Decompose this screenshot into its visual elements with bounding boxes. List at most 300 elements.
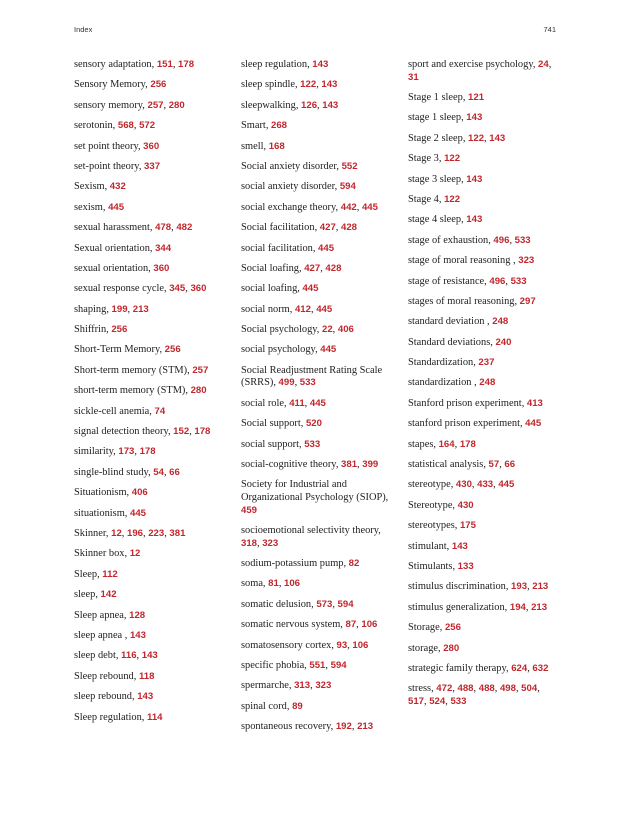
page-reference[interactable]: 143 <box>129 629 146 641</box>
index-term: social facilitation, <box>241 242 319 254</box>
index-term: sensory memory, <box>74 99 148 111</box>
page-reference[interactable]: 142 <box>100 589 117 601</box>
page-reference[interactable]: 257 <box>192 364 209 376</box>
index-entry <box>241 161 393 174</box>
page-reference[interactable]: 118 <box>138 670 155 682</box>
index-term: set-point theory, <box>74 160 145 172</box>
page-reference[interactable]: 192 <box>335 721 352 733</box>
index-entry <box>408 92 558 105</box>
page-reference[interactable]: 256 <box>444 622 461 634</box>
index-term: Shiffrin, <box>74 324 112 336</box>
page-reference[interactable]: 552 <box>341 160 358 172</box>
index-term: social-cognitive theory, <box>241 459 342 471</box>
page-reference[interactable]: 313 <box>294 680 311 692</box>
page-reference[interactable]: 106 <box>284 578 301 590</box>
index-entry <box>408 377 558 390</box>
page-reference[interactable]: 488 <box>457 683 474 695</box>
index-entry: stimulus generalization, 194, 213 <box>408 601 548 613</box>
page-reference[interactable]: 504 <box>521 683 538 695</box>
index-entry <box>241 181 393 194</box>
index-entry: sexual harassment, 478, 482 <box>74 222 193 234</box>
page-reference[interactable]: 337 <box>144 160 161 172</box>
page-reference[interactable]: 430 <box>455 479 472 491</box>
index-entry <box>74 141 224 154</box>
index-term: Social psychology, <box>241 324 322 336</box>
index-entry: sleep debt, 116, 143 <box>74 650 158 662</box>
page-reference[interactable]: 381 <box>341 459 358 471</box>
index-entry <box>408 561 558 574</box>
page-reference[interactable]: 488 <box>478 683 495 695</box>
index-entry <box>74 548 224 561</box>
page-reference[interactable]: 151 <box>156 59 173 70</box>
page-reference[interactable]: 57 <box>488 459 500 471</box>
page-reference[interactable]: 178 <box>178 59 195 70</box>
page-reference[interactable]: 194 <box>509 601 526 613</box>
page-reference[interactable]: 572 <box>139 120 156 132</box>
index-term: social role, <box>241 397 290 409</box>
index-entry <box>74 691 224 704</box>
page-reference[interactable]: 533 <box>450 695 467 707</box>
index-term: stimulant, <box>408 540 452 552</box>
index-entry: sensory adaptation, 151, 178 <box>74 59 195 70</box>
page-reference[interactable]: 344 <box>155 242 172 254</box>
page-reference[interactable]: 345 <box>169 283 186 295</box>
index-entry: stress, 472, 488, 488, 498, 504, 517, 524, 533 <box>408 683 540 707</box>
page-reference[interactable]: 143 <box>489 132 506 144</box>
index-term: similarity, <box>74 446 119 458</box>
page-reference[interactable]: 297 <box>519 295 536 307</box>
page-reference[interactable]: 133 <box>457 560 474 572</box>
index-term: stages of moral reasoning, <box>408 295 520 307</box>
index-entry <box>74 324 224 337</box>
page-reference[interactable]: 445 <box>130 507 147 519</box>
index-entry: Social Readjustment Rating Scale (SRRS), 499, 533 <box>241 364 383 389</box>
page-reference[interactable]: 573 <box>316 598 333 610</box>
index-term: Stanford prison experiment, <box>408 397 527 409</box>
index-entry: somatic nervous system, 87, 106 <box>241 619 378 631</box>
page-reference[interactable]: 122 <box>468 132 485 144</box>
page-reference[interactable]: 121 <box>468 91 485 103</box>
page-reference[interactable]: 237 <box>478 357 495 369</box>
index-entry <box>408 643 558 656</box>
index-entry: socioemotional selectivity theory, 318, 323 <box>241 524 381 549</box>
page-reference[interactable]: 199 <box>111 303 128 315</box>
page-reference[interactable]: 122 <box>444 193 461 205</box>
page-reference[interactable]: 360 <box>153 262 170 274</box>
page-reference[interactable]: 178 <box>139 446 156 458</box>
index-entry <box>74 630 224 643</box>
index-entry: Social facilitation, 427, 428 <box>241 222 358 234</box>
index-entry <box>241 479 393 517</box>
index-term: social norm, <box>241 303 295 315</box>
page-reference[interactable]: 442 <box>340 201 357 213</box>
page-reference[interactable]: 498 <box>499 683 516 695</box>
index-term: stage 4 sleep, <box>408 214 467 226</box>
page-reference[interactable]: 24 <box>538 59 549 70</box>
index-entry <box>74 569 224 582</box>
page-reference[interactable]: 381 <box>169 527 186 539</box>
page-reference[interactable]: 517 <box>408 695 425 707</box>
index-entry <box>408 296 558 309</box>
index-entry <box>241 344 393 357</box>
index-term: Sleep regulation, <box>74 711 148 723</box>
index-term: stimulus discrimination, <box>408 581 512 593</box>
index-entry <box>74 365 224 378</box>
page-reference[interactable]: 196 <box>126 527 143 539</box>
index-term: social exchange theory, <box>241 201 341 213</box>
index-term: Standard deviations, <box>408 336 496 348</box>
page-reference[interactable]: 445 <box>320 344 337 356</box>
index-term: social anxiety disorder, <box>241 181 340 193</box>
index-term: Sleep rebound, <box>74 670 139 682</box>
index-term: Social support, <box>241 418 306 430</box>
page-reference[interactable]: 106 <box>361 619 378 631</box>
index-entry: social role, 411, 445 <box>241 397 326 409</box>
page-reference[interactable]: 524 <box>429 695 446 707</box>
page-reference[interactable]: 240 <box>495 336 512 348</box>
page-reference[interactable]: 496 <box>493 234 510 246</box>
page-reference[interactable]: 428 <box>341 222 358 234</box>
index-entry <box>241 120 393 133</box>
page-reference[interactable]: 143 <box>451 540 468 552</box>
index-term: sport and exercise psychology, <box>408 59 539 70</box>
index-entry: stereotype, 430, 433, 445 <box>408 479 515 491</box>
index-term: stereotypes, <box>408 520 460 532</box>
page-reference[interactable]: 175 <box>459 520 476 532</box>
index-entry: social-cognitive theory, 381, 399 <box>241 459 379 471</box>
index-entry: Social psychology, 22, 406 <box>241 324 354 336</box>
index-term: shaping, <box>74 303 112 315</box>
page-reference[interactable]: 533 <box>510 275 527 287</box>
page-reference[interactable]: 433 <box>477 479 494 491</box>
page-reference[interactable]: 213 <box>132 303 149 315</box>
index-term: Short-Term Memory, <box>74 344 165 356</box>
index-term: Standardization, <box>408 357 479 369</box>
index-entry <box>74 487 224 500</box>
index-term: situationism, <box>74 507 130 519</box>
index-entry: strategic family therapy, 624, 632 <box>408 662 549 674</box>
page-reference[interactable]: 89 <box>292 700 303 712</box>
index-term: statistical analysis, <box>408 459 489 471</box>
index-entry <box>408 194 558 207</box>
index-term: signal detection theory, <box>74 426 174 438</box>
page-reference[interactable]: 106 <box>352 639 369 651</box>
page-reference[interactable]: 428 <box>325 262 342 274</box>
index-entry: statistical analysis, 57, 66 <box>408 459 516 471</box>
page-reference[interactable]: 632 <box>532 662 549 674</box>
page-reference[interactable]: 551 <box>309 659 326 671</box>
page-reference[interactable]: 496 <box>489 275 506 287</box>
index-entry: social exchange theory, 442, 445 <box>241 201 378 213</box>
page-reference[interactable]: 143 <box>466 214 483 226</box>
page-reference[interactable]: 66 <box>504 459 516 471</box>
index-term: stress, <box>408 683 437 695</box>
index-term: sleep, <box>74 589 101 601</box>
index-term: Stage 4, <box>408 193 445 205</box>
index-term: sleepwalking, <box>241 99 302 111</box>
page-reference[interactable]: 445 <box>318 242 335 254</box>
page-reference[interactable]: 318 <box>241 537 258 549</box>
index-entry: sleepwalking, 126, 143 <box>241 99 339 111</box>
page-reference[interactable]: 122 <box>444 153 461 165</box>
index-term: sensory adaptation, <box>74 59 157 70</box>
page-reference[interactable]: 445 <box>525 418 542 430</box>
page-reference[interactable]: 143 <box>466 173 483 185</box>
index-term: stage of resistance, <box>408 275 490 287</box>
index-entry: stage of resistance, 496, 533 <box>408 275 527 287</box>
page-reference[interactable]: 126 <box>301 99 318 111</box>
index-term: Stage 2 sleep, <box>408 132 469 144</box>
page-reference[interactable]: 533 <box>304 438 321 450</box>
index-term: set point theory, <box>74 140 144 152</box>
index-column-2 <box>241 59 393 741</box>
page-reference[interactable]: 143 <box>321 79 338 91</box>
index-entry <box>408 418 558 431</box>
page-reference[interactable]: 168 <box>268 140 285 152</box>
page-reference[interactable]: 256 <box>150 79 167 91</box>
page-reference[interactable]: 568 <box>117 120 134 132</box>
page-reference[interactable]: 248 <box>479 377 496 389</box>
index-term: single-blind study, <box>74 466 154 478</box>
page-reference[interactable]: 533 <box>514 234 531 246</box>
index-term: stanford prison experiment, <box>408 418 526 430</box>
page-reference[interactable]: 66 <box>169 466 180 478</box>
page-reference[interactable]: 193 <box>511 581 528 593</box>
page-reference[interactable]: 445 <box>302 283 319 295</box>
page-reference[interactable]: 112 <box>102 568 118 580</box>
index-term: Social anxiety disorder, <box>241 160 342 172</box>
index-entry <box>408 541 558 554</box>
index-term: sleep rebound, <box>74 691 138 703</box>
page-reference[interactable]: 128 <box>129 609 146 621</box>
index-term: stapes, <box>408 438 439 450</box>
index-term: Sexism, <box>74 181 110 193</box>
index-entry: shaping, 199, 213 <box>74 303 149 315</box>
page-reference[interactable]: 445 <box>361 201 378 213</box>
index-term: sickle-cell anemia, <box>74 405 155 417</box>
index-term: strategic family therapy, <box>408 662 512 674</box>
index-entry <box>408 622 558 635</box>
index-term: Skinner, <box>74 527 112 539</box>
index-entry <box>241 243 393 256</box>
index-entry: soma, 81, 106 <box>241 578 301 590</box>
page-reference[interactable]: 268 <box>271 120 288 132</box>
page-reference[interactable]: 54 <box>153 466 164 478</box>
page-reference[interactable]: 256 <box>164 344 181 356</box>
page-reference[interactable]: 445 <box>309 397 326 409</box>
index-entry <box>74 202 224 215</box>
index-term: stage 1 sleep, <box>408 112 467 124</box>
page-reference[interactable]: 430 <box>457 499 474 511</box>
index-column-3 <box>408 59 558 716</box>
index-entry <box>241 558 393 571</box>
page-reference[interactable]: 412 <box>294 303 311 315</box>
index-term: stage of moral reasoning , <box>408 255 519 267</box>
page-reference[interactable]: 93 <box>336 639 348 651</box>
index-entry <box>241 141 393 154</box>
page-reference[interactable]: 116 <box>121 650 137 662</box>
page-reference[interactable]: 143 <box>466 112 483 124</box>
index-term: standardization , <box>408 377 480 389</box>
index-term: Smart, <box>241 120 272 132</box>
page-reference[interactable]: 257 <box>147 99 164 111</box>
page-reference[interactable]: 280 <box>443 642 460 654</box>
index-entry: signal detection theory, 152, 178 <box>74 426 211 438</box>
page-reference[interactable]: 82 <box>348 557 360 569</box>
index-entry <box>74 243 224 256</box>
page-reference[interactable]: 459 <box>241 504 258 516</box>
index-column-1 <box>74 59 224 732</box>
index-term: stereotype, <box>408 479 456 491</box>
index-term: Stimulants, <box>408 560 458 572</box>
index-term: social psychology, <box>241 344 321 356</box>
index-term: serotonin, <box>74 120 118 132</box>
page-reference[interactable]: 256 <box>111 324 128 336</box>
page-reference[interactable]: 413 <box>526 397 543 409</box>
running-header-section: Index <box>74 25 93 34</box>
index-entry: specific phobia, 551, 594 <box>241 659 347 671</box>
index-entry: spermarche, 313, 323 <box>241 680 332 692</box>
index-entry <box>408 112 558 125</box>
page-reference[interactable]: 478 <box>155 222 172 234</box>
index-term: smell, <box>241 140 269 152</box>
index-entry <box>74 589 224 602</box>
index-entry <box>408 520 558 533</box>
index-term: sleep spindle, <box>241 79 301 91</box>
page-reference[interactable]: 173 <box>118 446 135 458</box>
index-entry <box>74 161 224 174</box>
page-reference[interactable]: 594 <box>330 659 347 671</box>
page-reference[interactable]: 248 <box>492 316 509 328</box>
index-term: standard deviation , <box>408 316 493 328</box>
page-reference[interactable]: 178 <box>459 438 476 450</box>
page-reference[interactable]: 399 <box>362 459 379 471</box>
page-reference[interactable]: 87 <box>345 619 357 631</box>
index-term: Sexual orientation, <box>74 242 156 254</box>
page-reference[interactable]: 143 <box>137 691 154 703</box>
page-reference[interactable]: 164 <box>438 438 455 450</box>
index-term: Skinner box, <box>74 548 130 560</box>
page-reference[interactable]: 114 <box>147 711 163 723</box>
page-reference[interactable]: 22 <box>322 324 333 336</box>
page-reference[interactable]: 472 <box>436 683 453 695</box>
page-reference[interactable]: 213 <box>357 721 374 733</box>
page-reference[interactable]: 406 <box>131 487 148 499</box>
index-entry <box>408 337 558 350</box>
index-entry <box>241 283 393 296</box>
index-term: sleep debt, <box>74 650 122 662</box>
page-reference[interactable]: 432 <box>109 181 126 193</box>
index-term: Sleep, <box>74 568 103 580</box>
page-reference[interactable]: 499 <box>278 377 295 389</box>
index-entry <box>74 508 224 521</box>
page-reference[interactable]: 152 <box>173 426 190 438</box>
page-reference[interactable]: 360 <box>143 140 160 152</box>
page-reference[interactable]: 445 <box>498 479 515 491</box>
index-term: sexual response cycle, <box>74 283 170 295</box>
page-reference[interactable]: 323 <box>315 680 332 692</box>
index-entry: stapes, 164, 178 <box>408 438 476 450</box>
page-reference[interactable]: 323 <box>518 255 535 267</box>
page-reference[interactable]: 594 <box>339 181 356 193</box>
index-entry: similarity, 173, 178 <box>74 446 156 458</box>
page-reference[interactable]: 427 <box>304 262 321 274</box>
index-entry <box>74 263 224 276</box>
index-entry <box>408 214 558 227</box>
page-reference[interactable]: 533 <box>299 377 316 389</box>
index-term: specific phobia, <box>241 659 310 671</box>
page-reference[interactable]: 143 <box>312 59 329 70</box>
index-entry <box>408 357 558 370</box>
page-reference[interactable]: 12 <box>111 527 122 539</box>
page-reference[interactable]: 445 <box>316 303 333 315</box>
page-reference[interactable]: 213 <box>532 581 549 593</box>
page-reference[interactable]: 445 <box>108 201 125 213</box>
page-reference[interactable]: 178 <box>194 426 211 438</box>
page-reference[interactable]: 143 <box>141 650 158 662</box>
index-term: spermarche, <box>241 680 295 692</box>
index-entry <box>241 418 393 431</box>
index-term: Situationism, <box>74 487 132 499</box>
page-reference[interactable]: 624 <box>511 662 528 674</box>
index-term: socioemotional selectivity theory, <box>241 524 381 536</box>
index-entry <box>74 181 224 194</box>
index-entry: sport and exercise psychology, 24, 31 <box>408 59 552 83</box>
index-entry: somatosensory cortex, 93, 106 <box>241 639 369 651</box>
index-term: Short-term memory (STM), <box>74 364 193 376</box>
page-reference[interactable]: 520 <box>305 418 322 430</box>
index-term: social support, <box>241 438 305 450</box>
index-entry <box>74 712 224 725</box>
page-reference[interactable]: 143 <box>322 99 339 111</box>
page-reference[interactable]: 427 <box>319 222 336 234</box>
index-term: Social Readjustment Rating Scale (SRRS), <box>241 364 383 389</box>
page-reference[interactable]: 213 <box>531 601 548 613</box>
page-reference[interactable]: 323 <box>262 537 279 549</box>
index-entry: Skinner, 12, 196, 223, 381 <box>74 527 186 539</box>
page-reference[interactable]: 12 <box>129 548 141 560</box>
index-term: sexism, <box>74 201 109 213</box>
index-term: Social loafing, <box>241 262 305 274</box>
page-reference[interactable]: 31 <box>408 71 419 83</box>
index-entry <box>241 701 393 714</box>
page-reference[interactable]: 360 <box>190 283 207 295</box>
index-entry <box>74 406 224 419</box>
page-reference[interactable]: 280 <box>190 385 207 397</box>
page-reference[interactable]: 81 <box>268 578 279 590</box>
page-reference[interactable]: 280 <box>168 99 185 111</box>
page-reference[interactable]: 223 <box>148 527 165 539</box>
index-entry <box>74 671 224 684</box>
index-term: somatosensory cortex, <box>241 639 337 651</box>
index-entry: sensory memory, 257, 280 <box>74 99 185 111</box>
page-reference[interactable]: 122 <box>300 79 317 91</box>
page-reference[interactable]: 411 <box>289 397 305 409</box>
page-reference[interactable]: 482 <box>176 222 193 234</box>
index-entry <box>408 398 558 411</box>
index-entry <box>74 344 224 357</box>
index-entry: sexual response cycle, 345, 360 <box>74 283 207 295</box>
index-entry: single-blind study, 54, 66 <box>74 466 180 478</box>
index-term: Social facilitation, <box>241 222 320 234</box>
page-reference[interactable]: 74 <box>154 405 166 417</box>
index-term: sleep apnea , <box>74 629 130 641</box>
page-reference[interactable]: 406 <box>337 324 354 336</box>
index-term: Sleep apnea, <box>74 609 130 621</box>
index-term: stage 3 sleep, <box>408 173 467 185</box>
index-entry: stage of exhaustion, 496, 533 <box>408 234 531 246</box>
page-reference[interactable]: 594 <box>337 598 354 610</box>
